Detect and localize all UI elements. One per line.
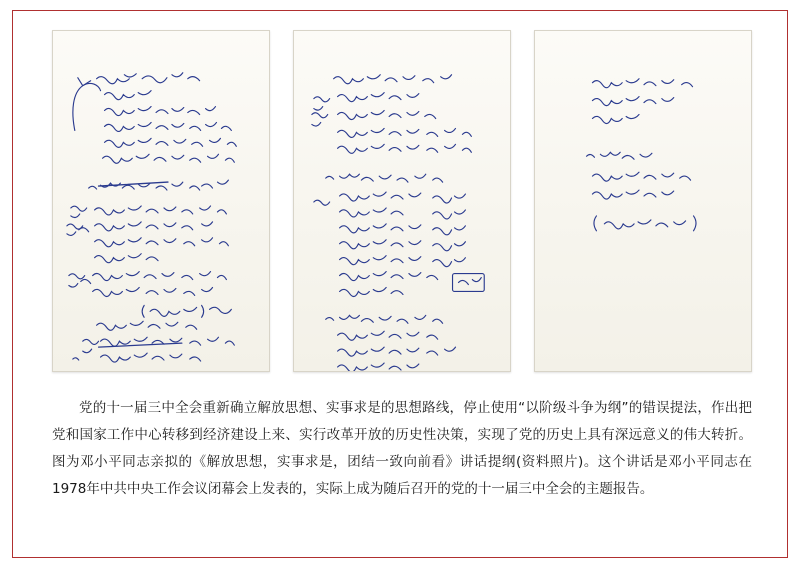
- handwriting-strokes-icon: [535, 31, 751, 371]
- manuscript-sheet-1: [52, 30, 270, 372]
- caption-text: 党的十一届三中全会重新确立解放思想、实事求是的思想路线，停止使用“以阶级斗争为纲”的错误提法，作出把党和国家工作中心转移到经济建设上来、实行改革开放的历史性决策，实现了党的历史上具有深远意义的伟大转折。图为邓小平同志亲拟的《解放思想，实事求是，团结一致向前看》讲话提纲(资料照片)。这个讲话是邓小平同志在1978年中共中央工作会议闭幕会上发表的，实际上成为随后召开的党的十一届三中全会的主题报告。: [52, 400, 752, 497]
- manuscript-image-group: [52, 30, 752, 375]
- handwriting-strokes-icon: [53, 31, 269, 371]
- caption-block: [52, 395, 752, 503]
- page-content: [52, 30, 752, 540]
- handwriting-strokes-icon: [294, 31, 510, 371]
- manuscript-sheet-2: [293, 30, 511, 372]
- manuscript-sheet-3: [534, 30, 752, 372]
